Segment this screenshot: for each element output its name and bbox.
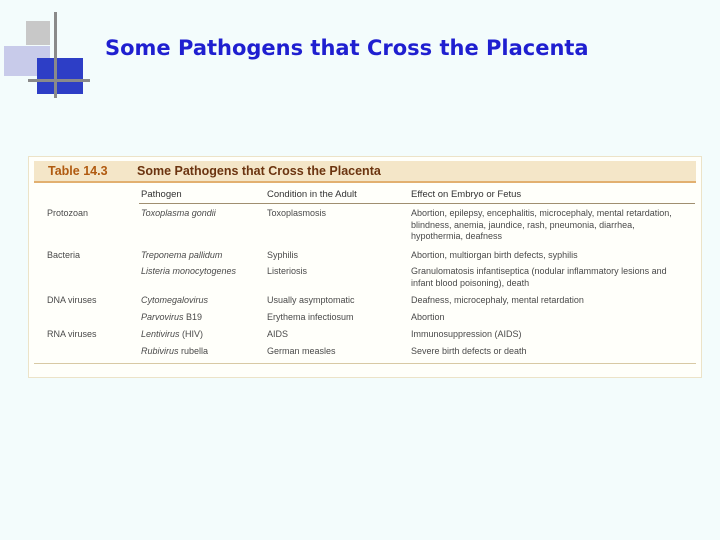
row-group-label: RNA viruses <box>47 329 97 339</box>
table-caption: Some Pathogens that Cross the Placenta <box>137 164 381 178</box>
pathogen-table <box>29 157 701 377</box>
row-effect: Immunosuppression (AIDS) <box>411 329 522 339</box>
row-condition: Listeriosis <box>267 266 308 276</box>
row-condition: Erythema infectiosum <box>267 312 354 322</box>
column-header-condition: Condition in the Adult <box>267 189 357 200</box>
row-effect: Granulomatosis infantiseptica (nodular inflammatory lesions and infant blood poisoning), death <box>411 266 667 288</box>
row-condition: Usually asymptomatic <box>267 295 355 305</box>
column-header-pathogen: Pathogen <box>141 189 182 200</box>
row-group-label: DNA viruses <box>47 295 97 305</box>
row-effect: Abortion, multiorgan birth defects, syphilis <box>411 250 578 260</box>
row-pathogen: Lentivirus <box>141 329 180 339</box>
row-condition: AIDS <box>267 329 289 339</box>
row-pathogen-cell <box>141 312 202 324</box>
table-number: Table 14.3 <box>48 164 108 178</box>
decor-line-horizontal <box>28 79 90 82</box>
row-effect: Abortion, epilepsy, encephalitis, microcephaly, mental retardation, blindness, anemia, jaundice, rash, pneumonia, diarrhea, hypothermia, deafness <box>411 208 672 242</box>
row-pathogen-suffix: (HIV) <box>179 329 204 339</box>
row-condition: Toxoplasmosis <box>267 208 327 218</box>
row-pathogen-suffix: B19 <box>183 312 203 322</box>
header-rule <box>139 203 695 204</box>
row-pathogen: Toxoplasma gondii <box>141 208 216 218</box>
row-effect: Abortion <box>411 312 445 322</box>
row-pathogen-cell <box>141 346 208 358</box>
decor-square-blue <box>37 58 83 94</box>
row-group-label: Bacteria <box>47 250 81 260</box>
row-pathogen: Parvovirus <box>141 312 184 322</box>
column-header-effect: Effect on Embryo or Fetus <box>411 189 522 200</box>
row-pathogen-suffix: rubella <box>178 346 209 356</box>
table-bottom-rule <box>34 363 696 364</box>
decor-square-gray <box>26 21 50 45</box>
table-card <box>28 156 702 378</box>
row-pathogen: Rubivirus <box>141 346 179 356</box>
slide-title: Some Pathogens that Cross the Placenta <box>105 36 589 60</box>
row-pathogen: Listeria monocytogenes <box>141 266 237 276</box>
row-condition: Syphilis <box>267 250 299 260</box>
row-condition: German measles <box>267 346 336 356</box>
row-pathogen: Cytomegalovirus <box>141 295 209 305</box>
decor-line-vertical <box>54 12 57 98</box>
row-pathogen-cell <box>141 329 203 341</box>
row-group-label: Protozoan <box>47 208 89 218</box>
row-pathogen: Treponema pallidum <box>141 250 223 260</box>
row-effect: Severe birth defects or death <box>411 346 527 356</box>
row-effect: Deafness, microcephaly, mental retardation <box>411 295 584 305</box>
